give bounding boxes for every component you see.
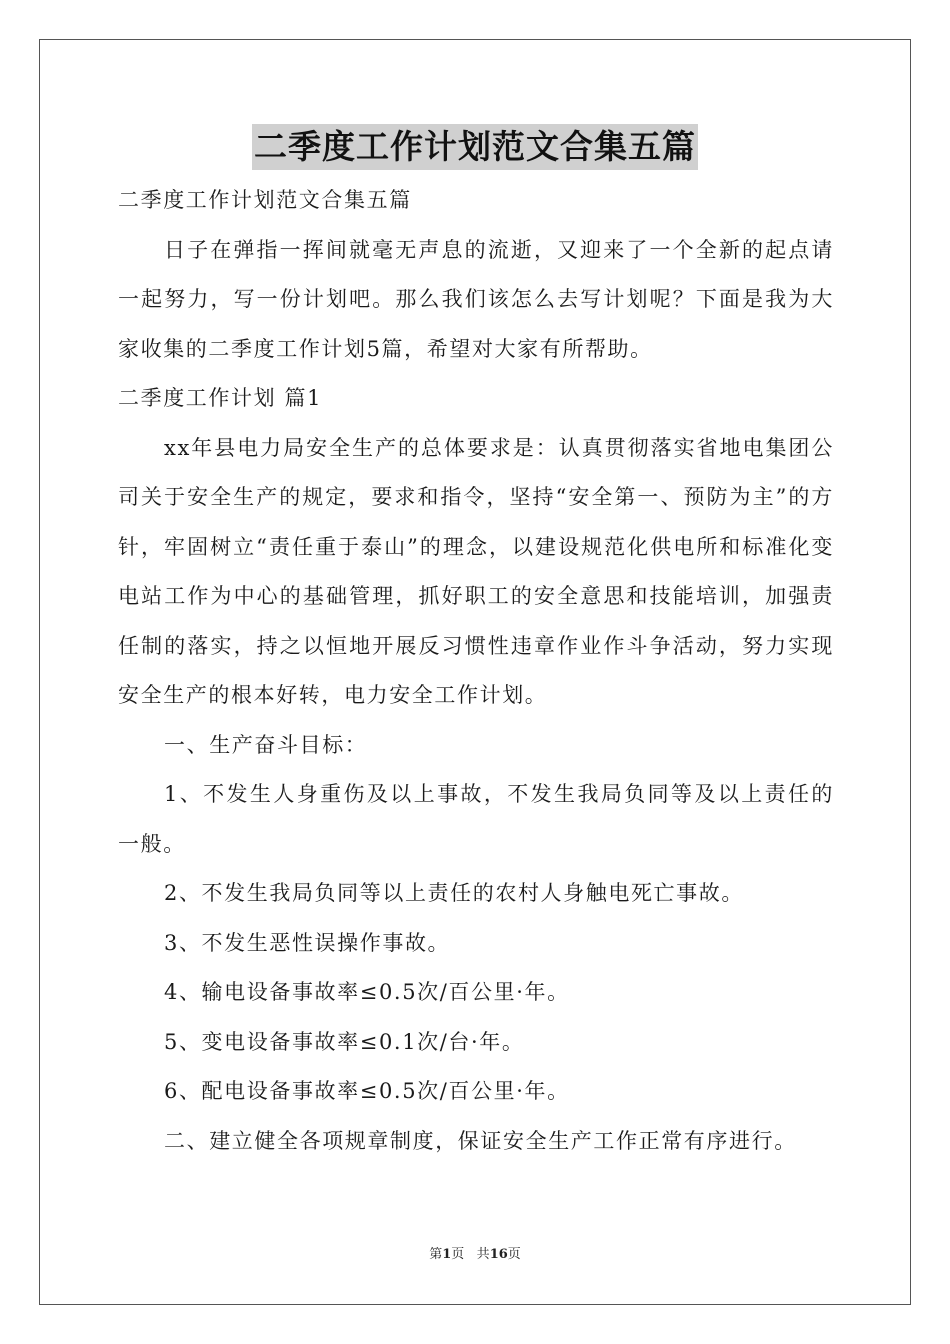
paragraph: xx年县电力局安全生产的总体要求是：认真贯彻落实省地电集团公司关于安全生产的规定，要求和指令，坚持“安全第一、预防为主”的方针，牢固树立“责任重于泰山”的理念，以建设规范化供电所和标准化变电站工作为中心的基础管理，抓好职工的安全意思和技能培训，加强责任制的落实，持之以恒地开展反习惯性违章作业作斗争活动，努力实现安全生产的根本好转，电力安全工作计划。 <box>118 435 834 707</box>
total-pages: 16 <box>489 1247 508 1262</box>
title-container <box>0 124 950 170</box>
page-suffix: 页 <box>451 1247 465 1262</box>
page-prefix: 第 <box>429 1247 443 1262</box>
list-item: 6、配电设备事故率≤0.5次/百公里·年。 <box>164 1079 570 1103</box>
paragraph: 一、生产奋斗目标： <box>164 732 368 757</box>
list-item: 3、不发生恶性误操作事故。 <box>164 930 451 955</box>
page-number: 1 <box>442 1247 452 1262</box>
list-item: 5、变电设备事故率≤0.1次/台·年。 <box>164 1029 525 1054</box>
page-footer <box>0 1246 950 1264</box>
total-suffix: 页 <box>507 1247 521 1262</box>
section-heading: 二季度工作计划 篇1 <box>118 386 323 410</box>
paragraph: 二季度工作计划范文合集五篇 <box>118 188 412 212</box>
paragraph: 日子在弹指一挥间就毫无声息的流逝，又迎来了一个全新的起点请一起努力，写一份计划吧。那么我们该怎么去写计划呢？下面是我为大家收集的二季度工作计划5篇，希望对大家有所帮助。 <box>118 237 834 361</box>
list-item: 1、不发生人身重伤及以上事故，不发生我局负同等及以上责任的一般。 <box>118 782 834 856</box>
list-item: 4、输电设备事故率≤0.5次/百公里·年。 <box>164 980 570 1004</box>
total-prefix: 共 <box>476 1247 490 1262</box>
list-item: 2、不发生我局负同等以上责任的农村人身触电死亡事故。 <box>164 881 744 905</box>
document-body <box>118 176 834 1166</box>
document-title: 二季度工作计划范文合集五篇 <box>252 124 698 170</box>
paragraph: 二、建立健全各项规章制度，保证安全生产工作正常有序进行。 <box>164 1128 797 1153</box>
